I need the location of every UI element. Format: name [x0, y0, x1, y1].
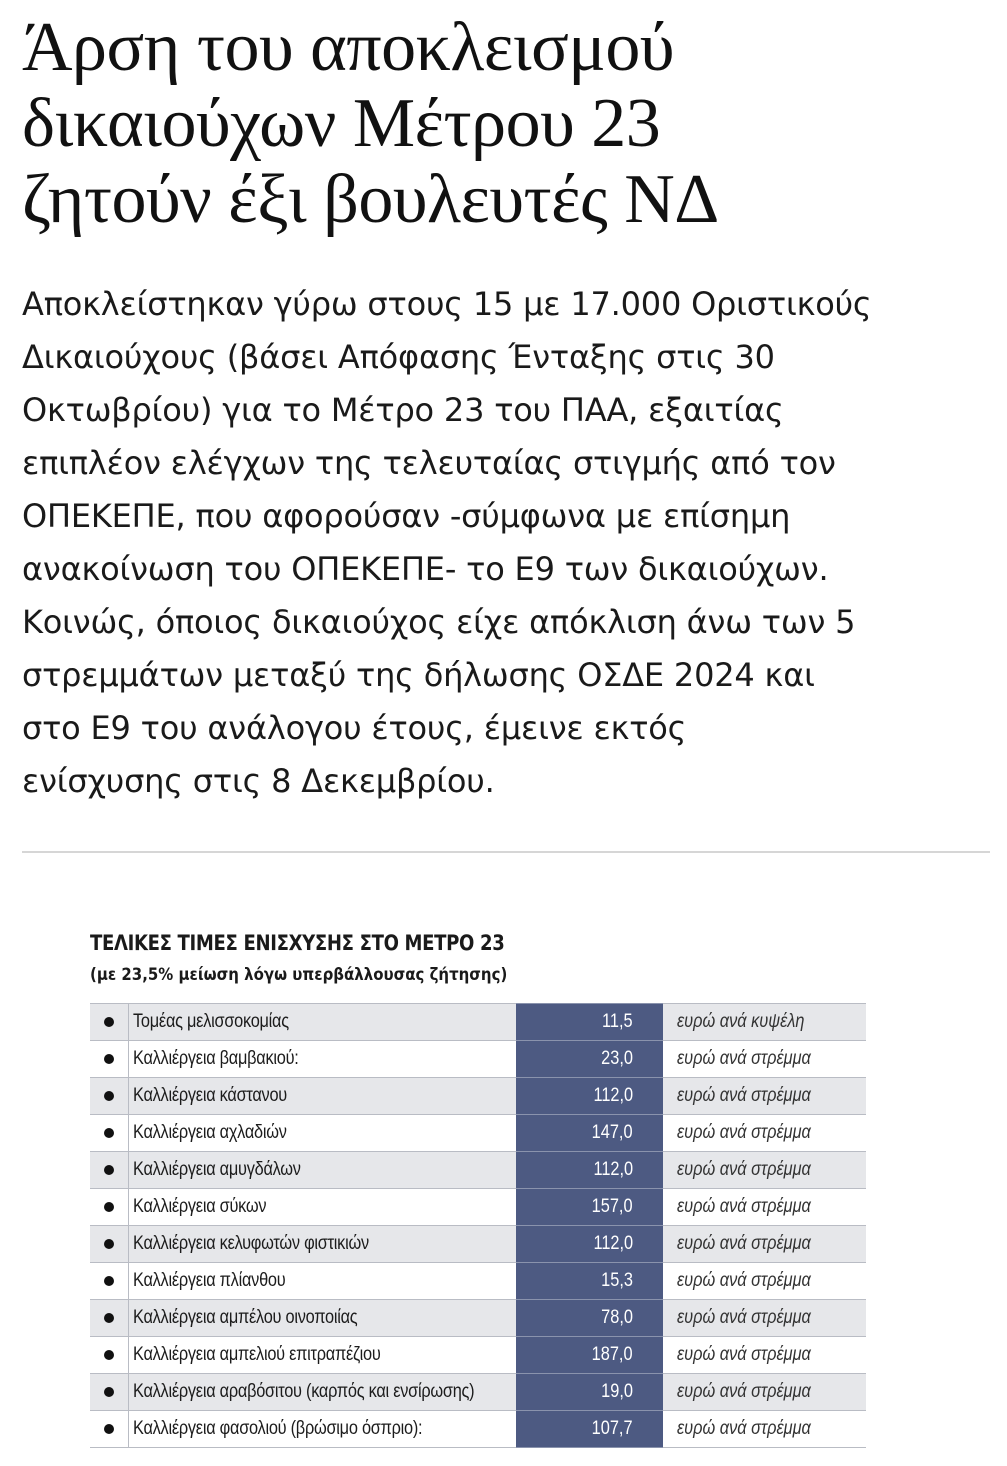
category-cell — [129, 1374, 517, 1411]
category-label: Τομέας μελισσοκομίας — [133, 1011, 289, 1032]
category-cell — [129, 1411, 517, 1448]
unit-cell — [663, 1115, 866, 1152]
value-cell — [516, 1337, 663, 1374]
value-label: 107,7 — [592, 1418, 633, 1439]
table-row — [90, 1189, 866, 1226]
unit-cell — [663, 1374, 866, 1411]
bullet-cell — [90, 1263, 129, 1300]
bullet-cell — [90, 1152, 129, 1189]
bullet-cell — [90, 1226, 129, 1263]
headline — [22, 10, 990, 238]
value-label: 147,0 — [592, 1122, 633, 1143]
category-label: Καλλιέργεια πλίανθου — [133, 1270, 286, 1291]
value-label: 19,0 — [601, 1381, 633, 1402]
value-cell — [516, 1263, 663, 1300]
value-label: 112,0 — [593, 1085, 633, 1106]
category-label: Καλλιέργεια αμπέλου οινοποιίας — [133, 1307, 358, 1328]
unit-label: ευρώ ανά στρέμμα — [677, 1307, 811, 1328]
value-label: 11,5 — [602, 1011, 633, 1032]
infographic-title: ΤΕΛΙΚΕΣ ΤΙΜΕΣ ΕΝΙΣΧΥΣΗΣ ΣΤΟ ΜΕΤΡΟ 23 — [90, 931, 505, 955]
bullet-icon — [104, 1017, 114, 1027]
value-cell — [516, 1152, 663, 1189]
category-label: Καλλιέργεια σύκων — [133, 1196, 267, 1217]
unit-cell — [663, 1189, 866, 1226]
bullet-icon — [104, 1424, 114, 1434]
category-label: Καλλιέργεια φασολιού (βρώσιμο όσπριο): — [133, 1418, 423, 1439]
lead-line: επιπλέον ελέγχων της τελευταίας στιγμής από τον — [22, 444, 836, 482]
category-label: Καλλιέργεια αμυγδάλων — [133, 1159, 301, 1180]
value-label: 112,0 — [593, 1233, 633, 1254]
bullet-cell — [90, 1041, 129, 1078]
category-cell — [129, 1004, 517, 1041]
infographic-image[interactable] — [90, 925, 866, 1448]
category-label: Καλλιέργεια αχλαδιών — [133, 1122, 287, 1143]
prices-table — [90, 1003, 866, 1448]
infographic-subtitle: (με 23,5% μείωση λόγω υπερβάλλουσας ζήτησης) — [90, 965, 508, 985]
bullet-icon — [104, 1313, 114, 1323]
table-row — [90, 1226, 866, 1263]
table-row — [90, 1115, 866, 1152]
bullet-icon — [104, 1387, 114, 1397]
value-cell — [516, 1300, 663, 1337]
lead-line: Δικαιούχους (βάσει Απόφασης Ένταξης στις 30 — [22, 338, 775, 376]
value-cell — [516, 1226, 663, 1263]
unit-cell — [663, 1041, 866, 1078]
value-cell — [516, 1004, 663, 1041]
category-cell — [129, 1041, 517, 1078]
value-label: 78,0 — [601, 1307, 633, 1328]
lead-paragraph — [22, 278, 990, 808]
category-label: Καλλιέργεια κάστανου — [133, 1085, 287, 1106]
category-cell — [129, 1189, 517, 1226]
bullet-icon — [104, 1239, 114, 1249]
lead-line: στο Ε9 του ανάλογου έτους, έμεινε εκτός — [22, 709, 687, 747]
value-cell — [516, 1374, 663, 1411]
unit-label: ευρώ ανά στρέμμα — [677, 1344, 811, 1365]
unit-label: ευρώ ανά στρέμμα — [677, 1122, 811, 1143]
bullet-cell — [90, 1078, 129, 1115]
bullet-cell — [90, 1337, 129, 1374]
unit-cell — [663, 1226, 866, 1263]
table-row — [90, 1300, 866, 1337]
category-cell — [129, 1300, 517, 1337]
category-label: Καλλιέργεια βαμβακιού: — [133, 1048, 299, 1069]
bullet-cell — [90, 1189, 129, 1226]
lead-line: Κοινώς, όποιος δικαιούχος είχε απόκλιση άνω των 5 — [22, 603, 856, 641]
value-cell — [516, 1189, 663, 1226]
value-cell — [516, 1041, 663, 1078]
category-cell — [129, 1115, 517, 1152]
bullet-cell — [90, 1004, 129, 1041]
unit-label: ευρώ ανά στρέμμα — [677, 1048, 811, 1069]
bullet-cell — [90, 1411, 129, 1448]
article — [22, 10, 990, 808]
table-row — [90, 1411, 866, 1448]
value-label: 112,0 — [593, 1159, 633, 1180]
headline-line: ζητούν έξι βουλευτές ΝΔ — [22, 161, 719, 238]
value-label: 157,0 — [592, 1196, 633, 1217]
value-label: 23,0 — [601, 1048, 633, 1069]
headline-line: δικαιούχων Μέτρου 23 — [22, 85, 661, 162]
unit-cell — [663, 1300, 866, 1337]
lead-line: ανακοίνωση του ΟΠΕΚΕΠΕ- το Ε9 των δικαιούχων. — [22, 550, 829, 588]
value-cell — [516, 1411, 663, 1448]
headline-line: Άρση του αποκλεισμού — [22, 9, 674, 86]
lead-line: Αποκλείστηκαν γύρω στους 15 με 17.000 Οριστικούς — [22, 285, 872, 323]
category-cell — [129, 1152, 517, 1189]
category-label: Καλλιέργεια αμπελιού επιτραπέζιου — [133, 1344, 381, 1365]
value-label: 187,0 — [592, 1344, 633, 1365]
value-label: 15,3 — [601, 1270, 633, 1291]
category-cell — [129, 1263, 517, 1300]
lead-line: στρεμμάτων μεταξύ της δήλωσης ΟΣΔΕ 2024 και — [22, 656, 815, 694]
category-cell — [129, 1226, 517, 1263]
unit-label: ευρώ ανά στρέμμα — [677, 1270, 811, 1291]
unit-cell — [663, 1263, 866, 1300]
bullet-icon — [104, 1165, 114, 1175]
table-row — [90, 1263, 866, 1300]
unit-label: ευρώ ανά κυψέλη — [677, 1011, 805, 1032]
unit-label: ευρώ ανά στρέμμα — [677, 1085, 811, 1106]
category-label: Καλλιέργεια κελυφωτών φιστικιών — [133, 1233, 369, 1254]
value-cell — [516, 1078, 663, 1115]
table-row — [90, 1337, 866, 1374]
table-row — [90, 1374, 866, 1411]
bullet-cell — [90, 1374, 129, 1411]
lead-line: Οκτωβρίου) για το Μέτρο 23 του ΠΑΑ, εξαιτίας — [22, 391, 784, 429]
unit-label: ευρώ ανά στρέμμα — [677, 1159, 811, 1180]
bullet-icon — [104, 1276, 114, 1286]
unit-label: ευρώ ανά στρέμμα — [677, 1233, 811, 1254]
bullet-cell — [90, 1300, 129, 1337]
section-divider — [22, 851, 990, 853]
bullet-icon — [104, 1054, 114, 1064]
table-row — [90, 1078, 866, 1115]
value-cell — [516, 1115, 663, 1152]
bullet-icon — [104, 1202, 114, 1212]
unit-cell — [663, 1152, 866, 1189]
lead-line: ενίσχυσης στις 8 Δεκεμβρίου. — [22, 762, 495, 800]
bullet-icon — [104, 1350, 114, 1360]
lead-line: ΟΠΕΚΕΠΕ, που αφορούσαν -σύμφωνα με επίσημη — [22, 497, 791, 535]
bullet-cell — [90, 1115, 129, 1152]
table-row — [90, 1041, 866, 1078]
category-label: Καλλιέργεια αραβόσιτου (καρπός και ενσίρωσης) — [133, 1381, 475, 1402]
unit-cell — [663, 1004, 866, 1041]
table-row — [90, 1004, 866, 1041]
bullet-icon — [104, 1128, 114, 1138]
unit-label: ευρώ ανά στρέμμα — [677, 1381, 811, 1402]
unit-cell — [663, 1078, 866, 1115]
category-cell — [129, 1078, 517, 1115]
unit-label: ευρώ ανά στρέμμα — [677, 1418, 811, 1439]
bullet-icon — [104, 1091, 114, 1101]
table-row — [90, 1152, 866, 1189]
category-cell — [129, 1337, 517, 1374]
unit-label: ευρώ ανά στρέμμα — [677, 1196, 811, 1217]
unit-cell — [663, 1337, 866, 1374]
unit-cell — [663, 1411, 866, 1448]
